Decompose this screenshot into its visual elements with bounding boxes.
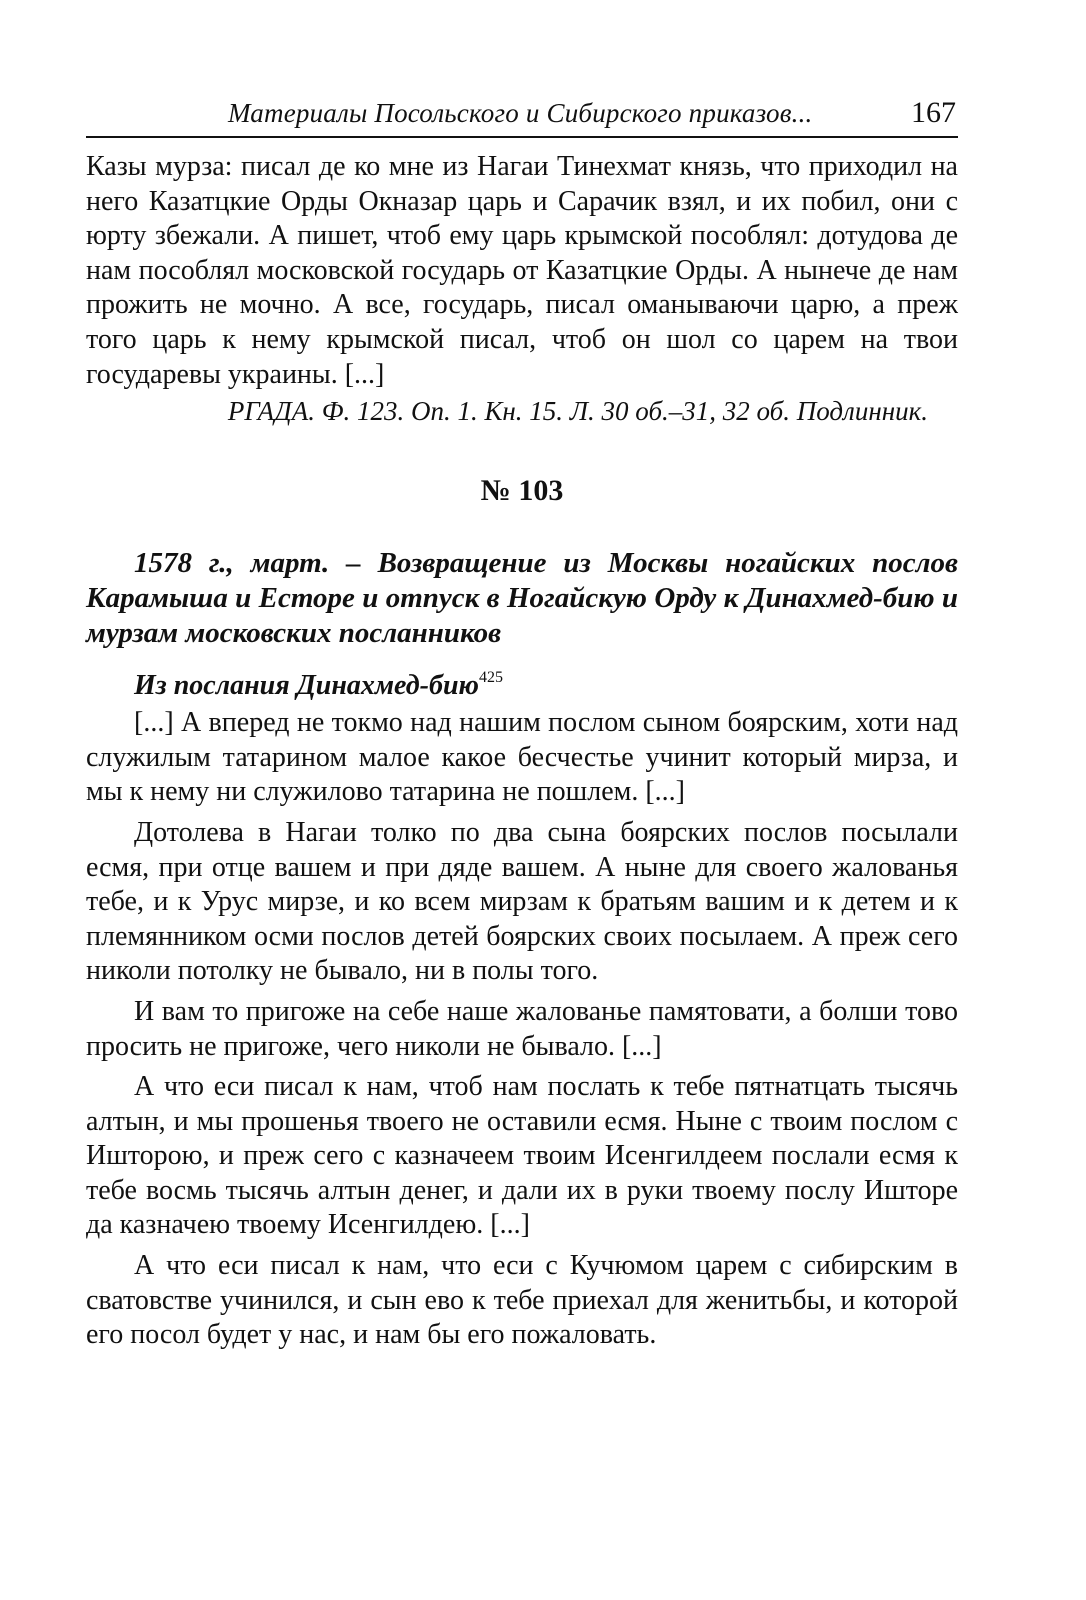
document-heading: 1578 г., март. – Возвращение из Москвы ногайских послов Карамыша и Есторе и отпуск в Ногайскую Орду к Динахмед-бию и мурзам московских посланников: [86, 547, 958, 650]
archive-source-note: РГАДА. Ф. 123. Оп. 1. Кн. 15. Л. 30 об.–31, 32 об. Подлинник.: [227, 396, 928, 427]
subheading-text: Из послания Динахмед-бию: [134, 670, 479, 702]
continued-paragraph: Казы мурза: писал де ко мне из Нагаи Тинехмат князь, что приходил на него Казатцкие Орды Окназар царь и Сарачик взял, и их побил, они с юрту збежали. А пишет, чтоб ему царь крымской пособлял: дотудова де нам пособлял московской государь от Казатцкие Орды. А нынече де нам прожить не мочно. А все, государь, писал оманываючи царю, а преж того царь к нему крымской писал, чтоб он шол со царем на твои государевы украины. [...]: [86, 151, 958, 390]
page-number: 167: [911, 96, 956, 129]
running-header: [86, 96, 958, 138]
document-number: № 103: [480, 474, 564, 508]
footnote-reference: 425: [478, 669, 503, 687]
body-paragraph: И вам то пригоже на себе наше жалованье памятовати, а болши тово просить не пригоже, чего николи не бывало. [...]: [86, 995, 958, 1062]
body-paragraph: А что еси писал к нам, чтоб нам послать к тебе пятнатцать тысячь алтын, и мы прошенья твоего не оставили есмя. Ныне с твоим послом с Ишторою, и преж сего с казначеем твоим Исенгилдеем послали есмя к тебе восмь тысячь алтын денег, и дали их в руки твоему послу Ишторе да казначею твоему Исенгилдею. [...]: [86, 1071, 958, 1241]
book-page: [86, 96, 958, 1353]
body-paragraph: [...] А вперед не токмо над нашим послом сыном боярским, хоти над служилым татарином малое какое бесчестье учинит который мирза, и мы к нему ни служилово татарина не пошлем. [...]: [86, 707, 958, 808]
running-title: Материалы Посольского и Сибирского приказов...: [228, 98, 813, 128]
body-paragraph: Дотолева в Нагаи толко по два сына боярских послов посылали есмя, при отце вашем и при дяде вашем. А ныне для своего жалованья тебе, и к Урус мирзе, и ко всем мирзам к братьям вашим и к детем и к племянником осми послов детей боярских своих посылаем. А преж сего николи потолку не бывало, ни в полы того.: [86, 816, 958, 987]
document-subheading: [134, 669, 958, 702]
body-paragraph: А что еси писал к нам, что еси с Кучюмом царем с сибирским в сватовстве учинился, и сын ево к тебе приехал для женитьбы, и которой его посол будет у нас, и нам бы его пожаловать.: [86, 1250, 958, 1351]
